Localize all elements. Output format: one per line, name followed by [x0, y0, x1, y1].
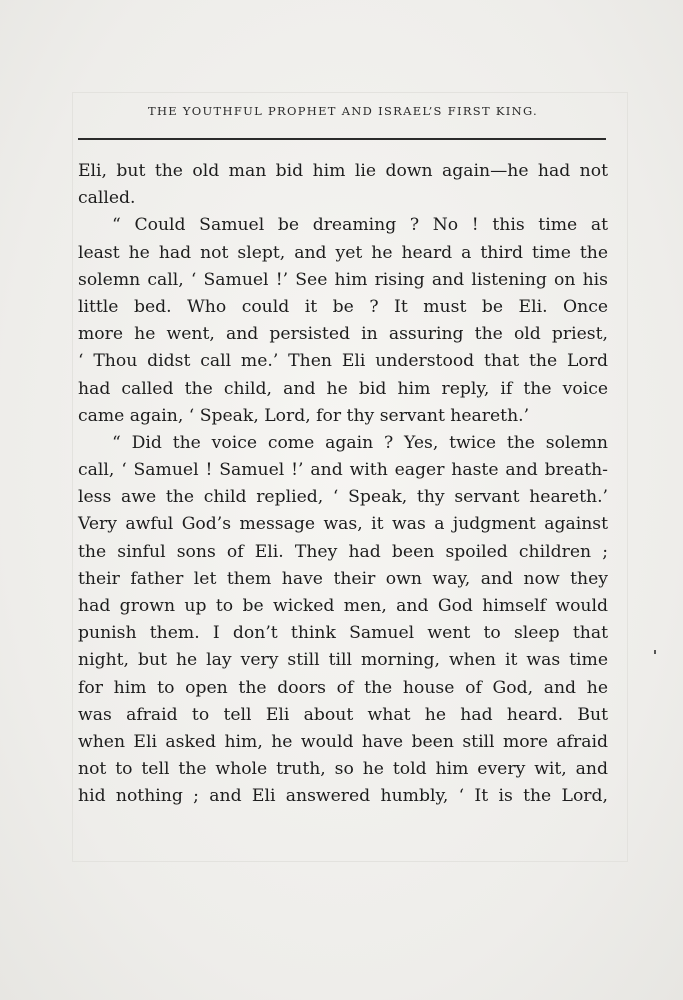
text-line: had grown up to be wicked men, and God himself would: [78, 596, 608, 616]
text-line: night, but he lay very still till morning, when it was time: [78, 650, 608, 671]
text-line: the sinful sons of Eli. They had been spoiled children ;: [78, 541, 608, 562]
text-line: hid nothing ; and Eli answered humbly, ‘ It is the Lord,: [78, 786, 608, 807]
text-line: solemn call, ‘ Samuel !’ See him rising and listening on his: [78, 269, 608, 290]
text-line: least he had not slept, and yet he heard a third time the: [78, 242, 608, 263]
ink-speck: [654, 650, 656, 654]
text-line: “ Did the voice come again ? Yes, twice the solemn: [112, 432, 608, 453]
text-line: Eli, but the old man bid him lie down again—he had not: [78, 161, 608, 181]
body-text: [78, 158, 608, 811]
text-line: little bed. Who could it be ? It must be Eli. Once: [78, 296, 608, 317]
text-line: when Eli asked him, he would have been still more afraid: [78, 731, 608, 752]
text-line: was afraid to tell Eli about what he had heard. But: [78, 704, 608, 725]
text-line: more he went, and persisted in assuring the old priest,: [78, 324, 608, 345]
text-line: “ Could Samuel be dreaming ? No ! this time at: [112, 215, 608, 236]
text-line: called.: [78, 188, 136, 209]
text-line: came again, ‘ Speak, Lord, for thy servant heareth.’: [78, 405, 530, 426]
text-line: their father let them have their own way, and now they: [78, 568, 608, 589]
text-line: had called the child, and he bid him reply, if the voice: [78, 378, 608, 399]
text-line: punish them. I don’t think Samuel went to sleep that: [78, 623, 608, 644]
text-line: ‘ Thou didst call me.’ Then Eli understood that the Lord: [78, 351, 608, 372]
text-line: not to tell the whole truth, so he told him every wit, and: [78, 759, 608, 780]
text-line: Very awful God’s message was, it was a judgment against: [78, 514, 608, 535]
running-head: THE YOUTHFUL PROPHET AND ISRAEL’S FIRST KING.: [147, 104, 539, 118]
text-line: call, ‘ Samuel ! Samuel !’ and with eager haste and breath-: [78, 460, 608, 481]
text-line: less awe the child replied, ‘ Speak, thy servant heareth.’: [78, 487, 608, 508]
header-rule: [78, 138, 606, 140]
text-line: for him to open the doors of the house of God, and he: [78, 677, 608, 698]
